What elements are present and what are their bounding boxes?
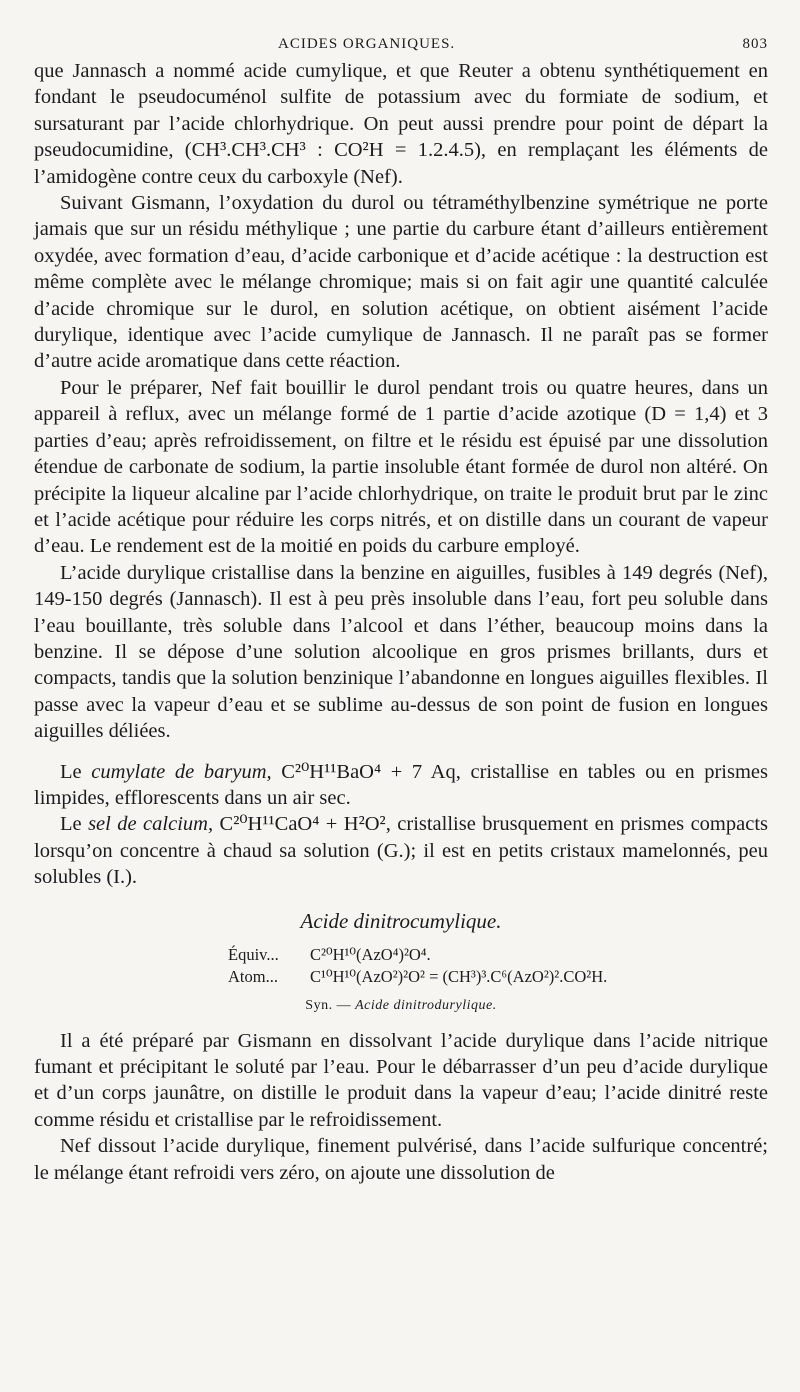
synonym-value: Acide dinitrodurylique. [355, 997, 497, 1013]
atom-label: Atom... [228, 966, 278, 986]
section-heading: Acide dinitrocumylique. [300, 908, 502, 933]
synonym-label: Syn. — [305, 997, 356, 1013]
spacer [34, 745, 768, 759]
paragraph-8: Nef dissout l’acide durylique, finement pulvérisé, dans l’acide sulfurique concentré; le mélange étant refroidi vers zéro, on ajoute une dissolution de [34, 1135, 768, 1184]
paragraph-6 [34, 811, 768, 890]
paragraph-3: Pour le préparer, Nef fait bouillir le durol pendant trois ou quatre heures, dans un appareil à reflux, avec un mélange formé de 1 partie d’acide azotique (D = 1,4) et 3 parties d’eau; après refroidissement, on filtre et le résidu est épuisé par une dissolution étendue de carbonate de sodium, la partie insoluble étant formée de durol non altéré. On précipite la liqueur alcaline par l’acide chlorhydrique, on traite le produit brut par le zinc et l’acide acétique pour réduire les corps nitrés, et on distille dans un courant de vapeur d’eau. Le rendement est de la moitié en poids du carbure employé. [34, 376, 768, 558]
running-head [0, 30, 800, 60]
synonym-line [34, 998, 768, 1014]
body-text [34, 58, 768, 1186]
atom-row [228, 966, 768, 988]
paragraph-7: Il a été préparé par Gismann en dissolvant l’acide durylique dans l’acide nitrique fumant et précipitant le soluté par l’eau. Pour le débarrasser d’un peu d’acide durylique et d’un corps jaunâtre, on distille le produit dans la vapeur d’eau; l’acide dinitré reste comme résidu et cristallise par le refroidissement. [34, 1029, 768, 1131]
paragraph-5-term: cumylate de baryum, [91, 760, 272, 783]
paragraph-1: que Jannasch a nommé acide cumylique, et que Reuter a obtenu synthétiquement en fondant le pseudocuménol sulfite de potassium avec du formiate de sodium, et sursaturant par l’acide chlorhydrique. On peut aussi prendre pour point de départ la pseudocumidine, (CH³.CH³.CH³ : CO²H = 1.2.4.5), en remplaçant les éléments de l’amidogène contre ceux du carboxyle (Nef). [34, 60, 768, 188]
paragraph-6-lead: Le [60, 813, 89, 836]
paragraph-5-rest: C²⁰H¹¹BaO⁴ + 7 Aq, cristallise en tables ou en prismes limpides, efflorescents dans un air sec. [34, 760, 768, 809]
page-number: 803 [742, 36, 768, 52]
paragraph-2: Suivant Gismann, l’oxydation du durol ou tétraméthylbenzine symétrique ne porte jamais que sur un résidu méthylique ; une partie du carbure étant d’ailleurs entièrement oxydée, avec formation d’eau, d’acide carbonique et d’acide acétique : la destruction est même complète avec le mélange chromique; mais si on fait agir une quantité calculée d’acide chromique sur le durol, en solution acétique, on obtient aisément l’acide durylique, identique avec l’acide cumylique de Jannasch. Il ne paraît pas se former d’autre acide aromatique dans cette réaction. [34, 192, 768, 373]
equiv-label: Équiv... [228, 944, 279, 964]
running-title: ACIDES ORGANIQUES. [278, 36, 456, 52]
paragraph-6-rest: C²⁰H¹¹CaO⁴ + H²O², cristallise brusquement en prismes compacts lorsqu’on concentre à chaud sa solution (G.); il est en petits cristaux mamelonnés, peu solubles (I.). [34, 813, 768, 889]
paragraph-5-lead: Le [60, 760, 92, 783]
equiv-formula: C²⁰H¹⁰(AzO⁴)²O⁴. [310, 944, 431, 964]
atom-formula: C¹⁰H¹⁰(AzO²)²O² = (CH³)³.C⁶(AzO²)².CO²H. [310, 966, 608, 986]
paragraph-6-term: sel de calcium, [88, 813, 214, 836]
paragraph-4: L’acide durylique cristallise dans la benzine en aiguilles, fusibles à 149 degrés (Nef), 149-150 degrés (Jannasch). Il est à peu près insoluble dans l’eau, fort peu soluble dans l’eau bouillante, très soluble dans l’alcool et dans l’éther, beaucoup moins dans la benzine. Il se dépose d’une solution alcoolique en gros prismes brillants, durs et compacts, tandis que la solution benzinique l’abandonne en longues aiguilles flexibles. Il passe avec la vapeur d’eau et se sublime au-dessus de son point de fusion en longues aiguilles déliées. [34, 561, 768, 743]
equiv-row [228, 944, 768, 966]
paragraph-5 [34, 759, 768, 812]
